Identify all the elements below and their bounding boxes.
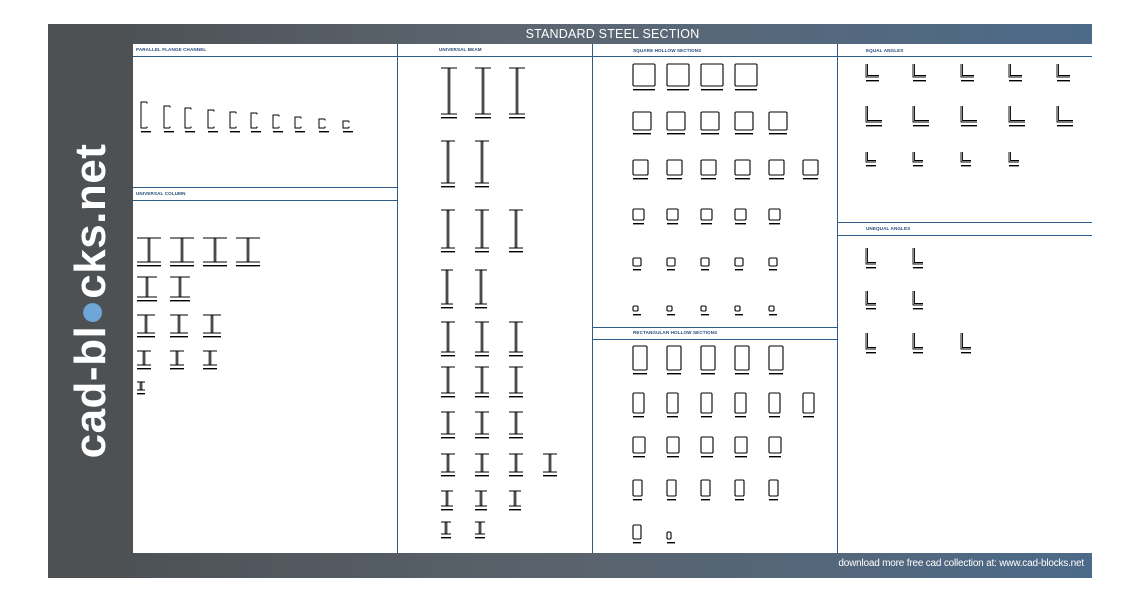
rhs-r1-section-4-label [735,373,749,374]
footer-text: download more free cad collection at: www.cad-blocks.net [838,558,1084,569]
shs-r4-section-1-label [633,223,644,224]
uc-r5-section-1-label [137,393,145,394]
shs-r3-section-3 [701,160,716,175]
ea-r3-angle-2 [913,152,923,162]
shs-r4-section-2-label [667,223,678,224]
rhs-r3-section-3 [701,437,713,453]
ea-r2-angle-5-label [1057,125,1073,126]
ea-r3-angle-2-label [913,165,923,166]
shs-r3-section-2-label [667,178,682,179]
shs-r2-section-3-label [701,133,719,134]
shs-r4-section-4 [735,209,746,220]
ub-r5-section-3-label [509,355,523,356]
shs-r3-section-5-label [769,178,784,179]
ub-r9-section-1-label [441,509,453,510]
shs-r6-section-3-label [701,314,709,315]
shs-r2-section-5 [769,112,787,130]
ub-r2-section-2 [475,141,489,183]
ub-r3-section-2 [475,210,489,248]
ub-r2-section-1-label [441,186,455,187]
pfc-section-5-label [230,131,240,132]
rhs-r4-section-1-label [633,499,642,500]
label-rectangular-hollow-sections: RECTANGULAR HOLLOW SECTIONS [633,330,718,335]
pfc-section-7 [273,115,279,128]
label-unequal-angles: UNEQUAL ANGLES [866,226,911,231]
shs-r2-section-2 [667,112,685,130]
shs-r1-section-3-label [701,89,723,90]
section-drawings [133,44,1092,553]
rhs-r2-section-1 [633,393,644,413]
shs-r3-section-5 [769,160,784,175]
rhs-r4-section-2-label [667,499,676,500]
pfc-section-10 [343,121,349,128]
shs-r6-section-5-label [769,314,777,315]
pfc-section-9-label [319,131,329,132]
uc-r4-section-3-label [203,368,217,369]
rhs-r2-section-2 [667,393,678,413]
rhs-r4-section-5-label [769,499,778,500]
rhs-r2-section-3 [701,393,712,413]
ub-r5-section-1-label [441,355,455,356]
ea-r1-angle-3-label [961,80,974,81]
rhs-r1-section-2 [667,346,681,370]
ub-r1-section-2-label [475,117,491,118]
shs-r5-section-4 [735,258,743,266]
ub-r7-section-1 [441,412,455,434]
pfc-section-1-label [141,131,151,132]
shs-r4-section-3 [701,209,712,220]
uc-r2-section-2 [170,277,190,297]
shs-r6-section-4 [735,306,740,311]
ub-r4-section-2 [475,270,487,304]
brand-dot: ● [65,298,115,326]
ea-r1-angle-4-label [1009,80,1022,81]
ua-r3-angle-2-label [913,352,923,353]
ub-r3-section-2-label [475,251,489,252]
pfc-section-8 [295,117,301,128]
ea-r3-angle-4-label [1009,165,1019,166]
shs-r3-section-6 [803,160,818,175]
ub-r6-section-1-label [441,396,455,397]
ub-r10-section-1-label [441,537,451,538]
ub-r7-section-3 [509,412,523,434]
ub-r5-section-2 [475,322,489,352]
uc-r1-section-2-label [170,265,194,266]
shs-r5-section-5 [769,258,777,266]
ub-r5-section-1 [441,322,455,352]
ub-r1-section-1 [441,68,457,114]
rhs-r2-section-2-label [667,416,678,417]
ub-r8-section-3-label [509,475,523,476]
ua-r2-angle-2-label [913,308,923,309]
label-parallel-flange-channel: PARALLEL FLANGE CHANNEL [136,47,207,52]
rhs-r4-section-4-label [735,499,744,500]
rhs-r5-section-1-label [633,542,641,543]
shs-r2-section-1 [633,112,651,130]
shs-r1-section-2 [667,64,689,86]
shs-r3-section-6-label [803,178,818,179]
rhs-r1-section-1-label [633,373,647,374]
ea-r1-angle-1-label [866,80,879,81]
ub-r7-section-3-label [509,437,523,438]
ua-r3-angle-3-label [961,352,971,353]
rhs-r2-section-5 [769,393,780,413]
rhs-r5-section-2 [667,532,671,539]
ub-r10-section-2-label [475,537,485,538]
pfc-section-7-label [273,131,283,132]
ua-r2-angle-1-label [866,308,876,309]
rhs-r2-section-3-label [701,416,712,417]
rhs-r4-section-1 [633,480,642,496]
rhs-r3-section-5 [769,437,781,453]
ea-r2-angle-4-label [1009,125,1025,126]
shs-r1-section-3 [701,64,723,86]
pfc-section-6-label [251,131,261,132]
pfc-section-4-label [208,131,218,132]
ua-r1-angle-2 [913,248,923,264]
shs-r4-section-4-label [735,223,746,224]
pfc-section-2-label [164,131,174,132]
shs-r5-section-1-label [633,269,641,270]
shs-r2-section-4 [735,112,753,130]
rhs-r2-section-5-label [769,416,780,417]
rhs-r3-section-4-label [735,456,747,457]
ub-r4-section-1 [441,270,453,304]
rhs-r2-section-6-label [803,416,814,417]
ea-r1-angle-4 [1009,64,1022,77]
rhs-r3-section-1-label [633,456,645,457]
brand-watermark [48,24,133,578]
shs-r2-section-3 [701,112,719,130]
ub-r8-section-2 [475,454,489,472]
uc-r1-section-3 [203,238,227,262]
uc-r3-section-2-label [170,336,188,337]
uc-r5-section-1 [137,382,145,390]
rhs-r3-section-1 [633,437,645,453]
ub-r1-section-3 [509,68,525,114]
rhs-r4-section-2 [667,480,676,496]
rhs-r2-section-4 [735,393,746,413]
shs-r1-section-1-label [633,89,655,90]
uc-r1-section-4 [236,238,260,262]
ea-r2-angle-3 [961,106,977,122]
shs-r1-section-4 [735,64,757,86]
shs-r2-section-1-label [633,133,651,134]
ea-r1-angle-3 [961,64,974,77]
ub-r3-section-1-label [441,251,455,252]
ub-r1-section-3-label [509,117,525,118]
uc-r3-section-1 [137,315,155,333]
ua-r1-angle-1 [866,248,876,264]
ub-r9-section-1 [441,491,453,506]
ea-r3-angle-3-label [961,165,971,166]
pfc-section-6 [251,113,257,128]
ua-r1-angle-1-label [866,267,876,268]
ea-r3-angle-4 [1009,152,1019,162]
ub-r5-section-3 [509,322,523,352]
pfc-section-10-label [343,131,353,132]
rhs-r3-section-5-label [769,456,781,457]
ub-r1-section-2 [475,68,491,114]
shs-r3-section-1-label [633,178,648,179]
rhs-r1-section-5 [769,346,783,370]
ub-r6-section-2-label [475,396,489,397]
shs-r6-section-4-label [735,314,743,315]
shs-r5-section-3 [701,258,709,266]
rhs-r1-section-3-label [701,373,715,374]
rhs-r4-section-3 [701,480,710,496]
ea-r1-angle-2-label [913,80,926,81]
ub-r8-section-4-label [543,475,557,476]
label-equal-angles: EQUAL ANGLES [866,48,904,53]
shs-r6-section-1-label [633,314,641,315]
uc-r4-section-2 [170,351,184,365]
uc-r1-section-1 [137,238,161,262]
ua-r3-angle-3 [961,333,971,349]
uc-r4-section-1-label [137,368,151,369]
rhs-r1-section-1 [633,346,647,370]
uc-r1-section-2 [170,238,194,262]
ub-r1-section-1-label [441,117,457,118]
uc-r1-section-1-label [137,265,161,266]
ub-r9-section-3 [509,491,521,506]
ua-r3-angle-2 [913,333,923,349]
pfc-section-1 [141,102,147,128]
rhs-r2-section-1-label [633,416,644,417]
uc-r1-section-4-label [236,265,260,266]
ea-r1-angle-5 [1057,64,1070,77]
uc-r2-section-1-label [137,300,157,301]
rhs-r1-section-5-label [769,373,783,374]
shs-r4-section-5 [769,209,780,220]
shs-r1-section-1 [633,64,655,86]
title-bar [133,24,1092,44]
ea-r3-angle-1-label [866,165,876,166]
shs-r5-section-1 [633,258,641,266]
pfc-section-3 [185,108,191,128]
ea-r1-angle-5-label [1057,80,1070,81]
ua-r2-angle-1 [866,291,876,305]
shs-r5-section-2-label [667,269,675,270]
brand-text [66,144,116,459]
ub-r6-section-3 [509,367,523,393]
shs-r5-section-4-label [735,269,743,270]
shs-r5-section-3-label [701,269,709,270]
ub-r10-section-2 [475,522,485,534]
ub-r6-section-3-label [509,396,523,397]
ub-r3-section-3-label [509,251,523,252]
ea-r1-angle-2 [913,64,926,77]
ub-r5-section-2-label [475,355,489,356]
pfc-section-3-label [185,131,195,132]
rhs-r3-section-4 [735,437,747,453]
uc-r2-section-1 [137,277,157,297]
ua-r1-angle-2-label [913,267,923,268]
shs-r4-section-1 [633,209,644,220]
ub-r8-section-1 [441,454,455,472]
label-square-hollow-sections: SQUARE HOLLOW SECTIONS [633,48,702,53]
ea-r3-angle-3 [961,152,971,162]
shs-r1-section-4-label [735,89,757,90]
ub-r2-section-2-label [475,186,489,187]
rhs-r5-section-2-label [667,542,675,543]
uc-r1-section-3-label [203,265,227,266]
ea-r2-angle-1 [866,106,882,122]
rhs-r2-section-4-label [735,416,746,417]
pfc-section-9 [319,119,325,128]
drawing-title: STANDARD STEEL SECTION [525,27,700,41]
ub-r9-section-2-label [475,509,487,510]
rhs-r3-section-2 [667,437,679,453]
ub-r2-section-1 [441,141,455,183]
ub-r4-section-1-label [441,307,453,308]
brand-text-part2: cks.net [65,143,115,299]
rhs-r4-section-5 [769,480,778,496]
shs-r3-section-2 [667,160,682,175]
ea-r2-angle-2-label [913,125,929,126]
ub-r3-section-1 [441,210,455,248]
ea-r2-angle-3-label [961,125,977,126]
shs-r6-section-5 [769,306,774,311]
rhs-r5-section-1 [633,525,641,539]
shs-r5-section-5-label [769,269,777,270]
ub-r6-section-2 [475,367,489,393]
ea-r1-angle-1 [866,64,879,77]
ub-r7-section-2 [475,412,489,434]
footer-bar [133,553,1092,578]
brand-text-part1: cad-bl [65,325,115,459]
ub-r4-section-2-label [475,307,487,308]
shs-r4-section-2 [667,209,678,220]
uc-r4-section-1 [137,351,151,365]
ub-r8-section-1-label [441,475,455,476]
shs-r3-section-4 [735,160,750,175]
rhs-r1-section-3 [701,346,715,370]
uc-r3-section-3 [203,315,221,333]
pfc-section-2 [164,106,170,128]
label-universal-column: UNIVERSAL COLUMN [136,191,186,196]
rhs-r3-section-3-label [701,456,713,457]
shs-r2-section-4-label [735,133,753,134]
shs-r6-section-1 [633,306,638,311]
ea-r2-angle-5 [1057,106,1073,122]
ua-r3-angle-1 [866,333,876,349]
shs-r1-section-2-label [667,89,689,90]
uc-r2-section-2-label [170,300,190,301]
ub-r8-section-2-label [475,475,489,476]
ua-r3-angle-1-label [866,352,876,353]
shs-r4-section-5-label [769,223,780,224]
ea-r3-angle-1 [866,152,876,162]
shs-r5-section-2 [667,258,675,266]
shs-r2-section-5-label [769,133,787,134]
ub-r8-section-3 [509,454,523,472]
pfc-section-8-label [295,131,305,132]
uc-r3-section-1-label [137,336,155,337]
shs-r6-section-2 [667,306,672,311]
label-universal-beam: UNIVERSAL BEAM [439,47,482,52]
ea-r2-angle-4 [1009,106,1025,122]
uc-r4-section-2-label [170,368,184,369]
ea-r2-angle-1-label [866,125,882,126]
ub-r9-section-2 [475,491,487,506]
ub-r3-section-3 [509,210,523,248]
ub-r8-section-4 [543,454,557,472]
shs-r3-section-4-label [735,178,750,179]
shs-r6-section-3 [701,306,706,311]
shs-r3-section-1 [633,160,648,175]
rhs-r2-section-6 [803,393,814,413]
pfc-section-5 [230,112,236,128]
shs-r2-section-2-label [667,133,685,134]
shs-r4-section-3-label [701,223,712,224]
rhs-r3-section-2-label [667,456,679,457]
ub-r10-section-1 [441,522,451,534]
ub-r7-section-2-label [475,437,489,438]
ub-r6-section-1 [441,367,455,393]
ub-r9-section-3-label [509,509,521,510]
pfc-section-4 [208,110,214,128]
ea-r2-angle-2 [913,106,929,122]
ua-r2-angle-2 [913,291,923,305]
uc-r4-section-3 [203,351,217,365]
rhs-r1-section-2-label [667,373,681,374]
rhs-r4-section-4 [735,480,744,496]
uc-r3-section-3-label [203,336,221,337]
rhs-r1-section-4 [735,346,749,370]
ub-r7-section-1-label [441,437,455,438]
uc-r3-section-2 [170,315,188,333]
shs-r3-section-3-label [701,178,716,179]
shs-r6-section-2-label [667,314,675,315]
rhs-r4-section-3-label [701,499,710,500]
